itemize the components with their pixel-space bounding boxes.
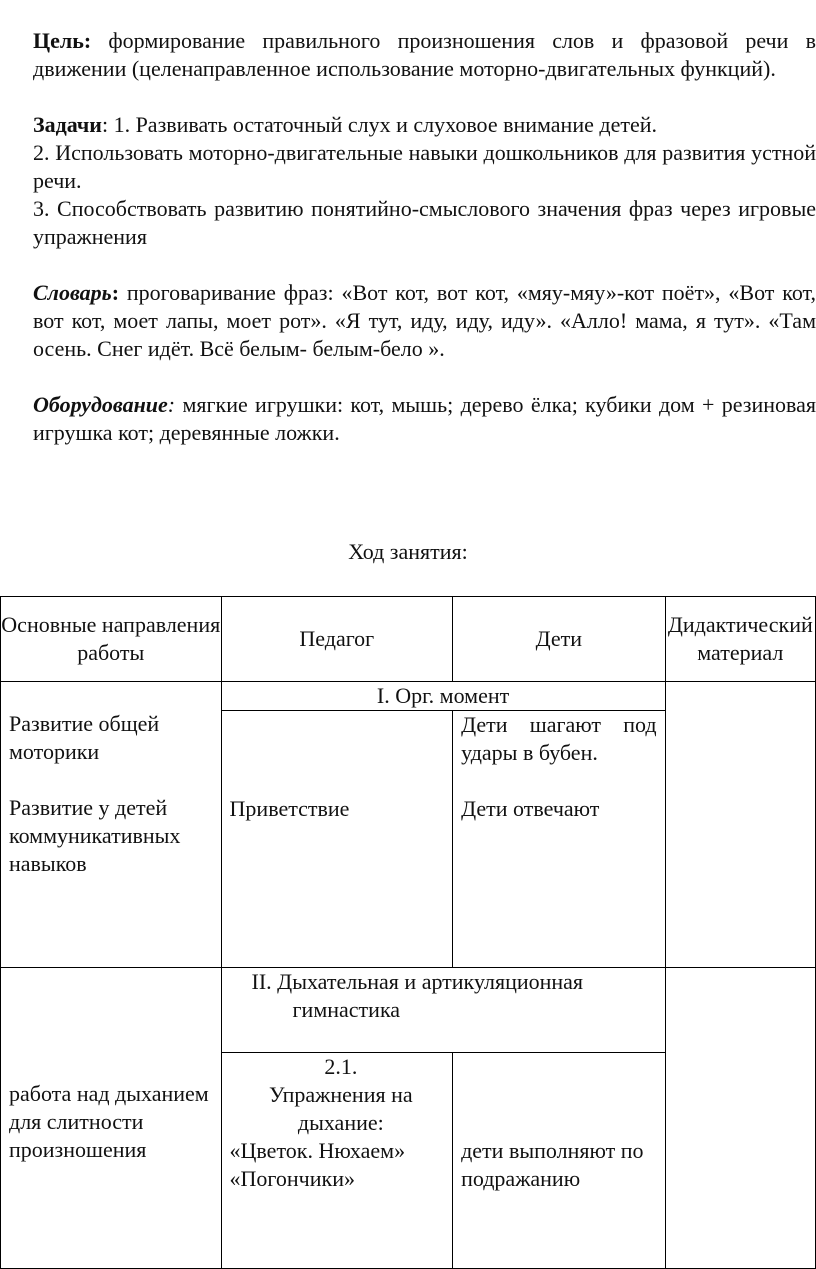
task-3: 3. Способствовать развитию понятийно-смыслового значения фраз через игровые упражнения — [33, 196, 816, 249]
exercise-flower: «Цветок. Нюхаем» — [229, 1138, 406, 1163]
section2-title-line1: II. Дыхательная и артикуляционная — [251, 969, 584, 994]
goal-text: формирование правильного произношения слов и фразовой речи в движении (целенаправленное использование моторно-двигательных функций). — [33, 28, 816, 81]
section1-title: I. Орг. момент — [221, 682, 665, 711]
document-body — [33, 27, 816, 447]
section1-teacher: Приветствие — [221, 711, 453, 968]
direction-communication: Развитие у детей коммуникативных навыков — [9, 795, 181, 876]
section2-teacher — [221, 1053, 453, 1269]
section2-title-line2: гимнастика — [292, 997, 401, 1022]
section1-title-row — [1, 682, 816, 711]
subsection-number: 2.1. — [324, 1054, 358, 1079]
header-teacher: Педагог — [221, 597, 453, 682]
equipment-label: Оборудование — [33, 392, 168, 417]
tasks-label: Задачи — [33, 112, 102, 137]
task-1: : 1. Развивать остаточный слух и слуховое внимание детей. — [101, 112, 657, 137]
lesson-plan-table — [0, 596, 816, 1269]
children-marching: Дети шагают под удары в бубен. — [461, 712, 657, 765]
exercise-chase: «Погончики» — [229, 1166, 355, 1191]
table-header-row — [1, 597, 816, 682]
tasks-paragraph — [33, 111, 816, 139]
section2-children: дети выполняют по подражанию — [453, 1053, 666, 1269]
section1-directions — [1, 682, 222, 968]
section1-children — [453, 711, 666, 968]
goal-label: Цель: — [33, 28, 92, 53]
section2-direction: работа над дыханием для слитности произношения — [1, 968, 222, 1269]
subsection-title: Упражнения на дыхание: — [269, 1082, 413, 1135]
task-2: 2. Использовать моторно-двигательные навыки дошкольников для развития устной речи. — [33, 140, 816, 193]
direction-motor: Развитие общей моторики — [9, 711, 160, 764]
section2-material — [665, 968, 815, 1269]
vocabulary-colon: : — [111, 280, 120, 305]
section1-material — [665, 682, 815, 968]
section2-title — [221, 968, 665, 1053]
children-answer: Дети отвечают — [461, 796, 600, 821]
goal-paragraph — [33, 27, 816, 83]
vocabulary-label: Словарь — [33, 280, 112, 305]
vocabulary-text: проговаривание фраз: «Вот кот, вот кот, «мяу-мяу»-кот поёт», «Вот кот, вот кот, моет лапы, моет рот». «Я тут, иду, иду, иду». «Алло! мама, я тут». «Там осень. Снег идёт. Всё белым- белым-бело ». — [33, 280, 816, 361]
section2-title-row — [1, 968, 816, 1053]
equipment-text: мягкие игрушки: кот, мышь; дерево ёлка; кубики дом + резиновая игрушка кот; деревянные ложки. — [33, 392, 816, 445]
equipment-paragraph — [33, 391, 816, 447]
header-material: Дидактический материал — [665, 597, 815, 682]
header-children: Дети — [453, 597, 666, 682]
vocabulary-paragraph — [33, 279, 816, 363]
lesson-heading: Ход занятия: — [348, 539, 468, 564]
header-directions: Основные направления работы — [1, 597, 222, 682]
equipment-colon: : — [167, 392, 176, 417]
